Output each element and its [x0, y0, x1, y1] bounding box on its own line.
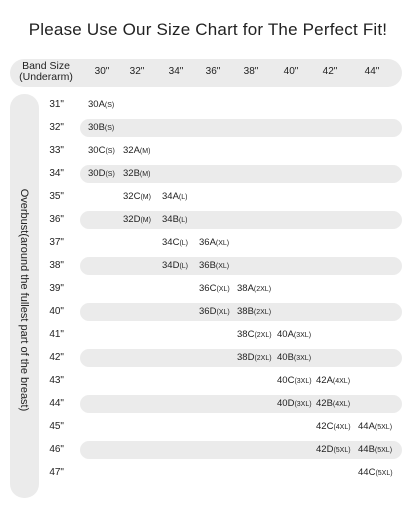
overbust-size-label: 45" — [49, 421, 64, 432]
size-cell — [123, 145, 150, 156]
size-cell — [88, 145, 115, 156]
size-cell — [316, 398, 350, 409]
band-size-3: 36" — [205, 66, 221, 77]
overbust-size-label: 46" — [49, 444, 64, 455]
size-cell — [237, 306, 271, 317]
size-cell — [88, 168, 115, 179]
overbust-size-label: 39" — [49, 283, 64, 294]
size-cell — [199, 260, 229, 271]
size-cell-size: (4XL) — [333, 424, 351, 431]
overbust-size-label: 43" — [49, 375, 64, 386]
size-cell-code: 32C — [123, 191, 141, 202]
size-cell-size: (S) — [105, 171, 115, 178]
size-cell — [88, 99, 114, 110]
size-cell-code: 34A — [162, 191, 179, 202]
size-cell-code: 36B — [199, 260, 216, 271]
size-cell — [358, 421, 392, 432]
band-size-label — [16, 61, 76, 83]
size-cell — [277, 375, 312, 386]
row-stripe — [80, 257, 402, 275]
size-cell-code: 42B — [316, 398, 333, 409]
overbust-size-label: 35" — [49, 191, 64, 202]
band-size-6: 42" — [322, 66, 338, 77]
overbust-size-label: 38" — [49, 260, 64, 271]
size-cell-code: 40B — [277, 352, 294, 363]
size-cell — [162, 191, 187, 202]
size-cell-size: (M) — [140, 217, 151, 224]
size-cell-code: 42A — [316, 375, 333, 386]
size-cell — [199, 283, 230, 294]
size-cell-code: 32D — [123, 214, 141, 225]
size-cell — [316, 444, 351, 455]
size-cell — [277, 398, 312, 409]
size-cell-code: 34B — [162, 214, 179, 225]
size-cell-size: (3XL) — [294, 401, 312, 408]
size-cell-code: 30A — [88, 99, 105, 110]
size-cell — [88, 122, 114, 133]
band-size-0: 30" — [94, 66, 110, 77]
band-size-5: 40" — [283, 66, 299, 77]
size-cell-size: (S) — [105, 148, 115, 155]
size-cell-code: 38B — [237, 306, 254, 317]
band-size-4: 38" — [243, 66, 259, 77]
overbust-size-label: 41" — [49, 329, 64, 340]
band-size-2: 34" — [168, 66, 184, 77]
size-cell-code: 40A — [277, 329, 294, 340]
band-size-1: 32" — [129, 66, 145, 77]
size-cell — [277, 352, 311, 363]
size-cell-size: (3XL) — [294, 378, 312, 385]
size-cell-size: (5XL) — [374, 447, 393, 454]
size-cell-code: 44B — [358, 444, 375, 455]
size-cell-code: 36C — [199, 283, 217, 294]
size-cell-size: (2XL) — [254, 355, 272, 362]
size-cell — [358, 444, 392, 455]
band-size-7: 44" — [364, 66, 380, 77]
size-cell-code: 34D — [162, 260, 180, 271]
row-stripe — [80, 441, 402, 459]
size-cell — [316, 421, 351, 432]
size-cell-size: (5XL) — [375, 470, 393, 477]
size-cell-size: (L) — [178, 217, 188, 224]
size-cell-code: 34C — [162, 237, 180, 248]
size-cell-size: (L) — [178, 194, 188, 201]
size-cell — [237, 329, 272, 340]
size-cell-size: (3XL) — [293, 332, 312, 339]
size-cell-size: (M) — [140, 194, 151, 201]
row-stripe — [80, 119, 402, 137]
size-cell — [199, 237, 229, 248]
size-cell-size: (M) — [139, 171, 151, 178]
size-cell-size: (4XL) — [332, 378, 351, 385]
overbust-size-label: 32" — [49, 122, 64, 133]
overbust-size-label: 42" — [49, 352, 64, 363]
size-cell-code: 38D — [237, 352, 255, 363]
size-cell — [358, 467, 393, 478]
size-cell-size: (5XL) — [333, 447, 351, 454]
size-cell — [277, 329, 311, 340]
overbust-size-label: 37" — [49, 237, 64, 248]
size-cell — [199, 306, 230, 317]
overbust-size-label: 33" — [49, 145, 64, 156]
band-size-label-line2: (Underarm) — [19, 71, 73, 83]
size-cell-size: (2XL) — [254, 332, 272, 339]
size-cell — [237, 283, 271, 294]
size-cell-code: 44C — [358, 467, 376, 478]
overbust-size-label: 36" — [49, 214, 64, 225]
size-cell-code: 42D — [316, 444, 334, 455]
size-cell-code: 38C — [237, 329, 255, 340]
size-cell — [162, 260, 188, 271]
page-title: Please Use Our Size Chart for The Perfect Fit! — [28, 20, 388, 39]
size-cell-code: 38A — [237, 283, 254, 294]
size-cell-size: (4XL) — [332, 401, 351, 408]
size-cell-size: (2XL) — [253, 286, 272, 293]
size-cell-size: (5XL) — [374, 424, 393, 431]
size-cell-size: (XL) — [215, 240, 230, 247]
overbust-size-label: 31" — [49, 99, 64, 110]
size-cell-size: (XL) — [216, 309, 230, 316]
size-cell-code: 36D — [199, 306, 217, 317]
overbust-size-label: 40" — [49, 306, 64, 317]
size-cell — [162, 214, 187, 225]
size-cell-code: 36A — [199, 237, 216, 248]
size-cell-size: (S) — [104, 125, 115, 132]
size-cell — [162, 237, 188, 248]
overbust-label: Overbust(around the fullest part of the breast) — [18, 188, 30, 412]
size-cell-code: 40C — [277, 375, 295, 386]
size-cell-size: (XL) — [215, 263, 230, 270]
overbust-size-label: 34" — [49, 168, 64, 179]
size-cell-size: (L) — [179, 240, 188, 247]
size-cell — [316, 375, 350, 386]
overbust-size-label: 47" — [49, 467, 64, 478]
size-cell-code: 30B — [88, 122, 105, 133]
size-cell — [123, 214, 151, 225]
size-cell-code: 42C — [316, 421, 334, 432]
size-cell-size: (L) — [179, 263, 188, 270]
size-cell-size: (2XL) — [253, 309, 272, 316]
size-cell-code: 44A — [358, 421, 375, 432]
size-cell-code: 32B — [123, 168, 140, 179]
size-cell-code: 30D — [88, 168, 106, 179]
overbust-size-label: 44" — [49, 398, 64, 409]
size-cell — [123, 168, 150, 179]
size-cell-size: (S) — [104, 102, 115, 109]
size-cell — [237, 352, 272, 363]
band-size-label-line1: Band Size — [22, 60, 70, 72]
size-cell-code: 30C — [88, 145, 106, 156]
size-cell-code: 40D — [277, 398, 295, 409]
row-stripe — [80, 395, 402, 413]
size-cell-size: (XL) — [216, 286, 230, 293]
size-cell — [123, 191, 151, 202]
size-cell-size: (M) — [139, 148, 151, 155]
size-cell-size: (3XL) — [293, 355, 312, 362]
size-cell-code: 32A — [123, 145, 140, 156]
